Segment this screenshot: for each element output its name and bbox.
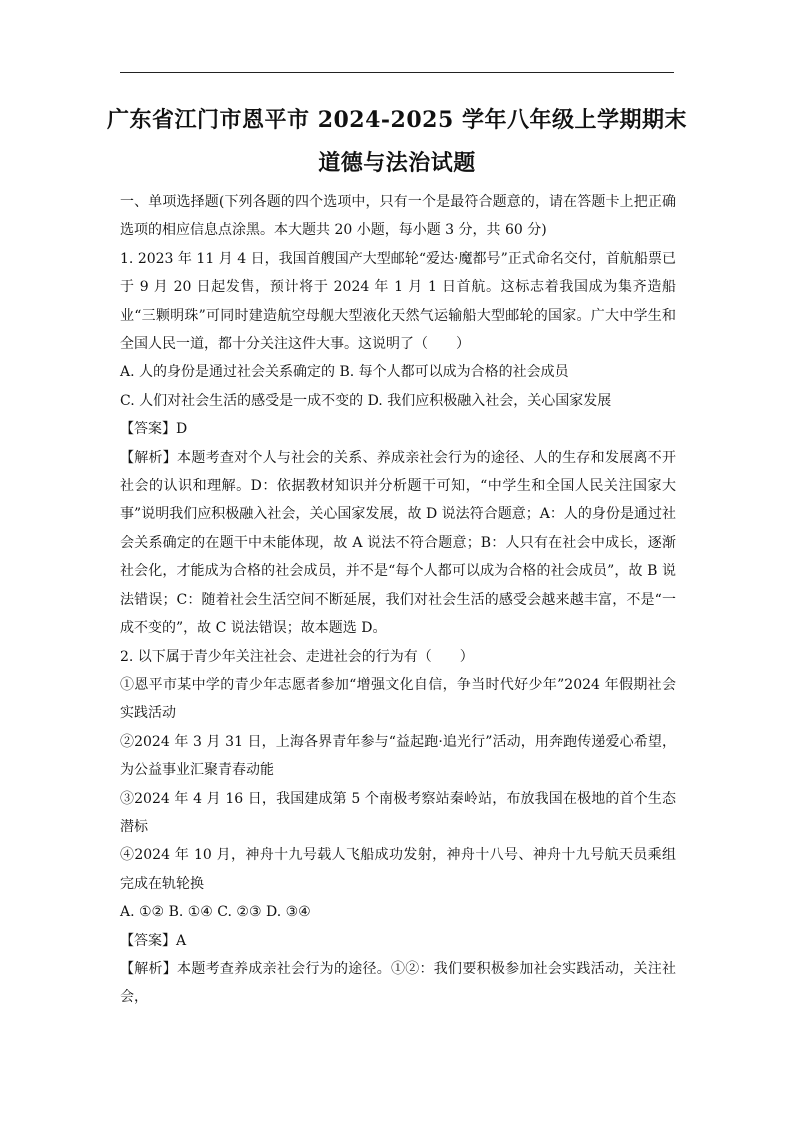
document-title-line1: 广东省江门市恩平市 2024-2025 学年八年级上学期期末 — [107, 107, 687, 133]
question-2-item-1: ①恩平市某中学的青少年志愿者参加“增强文化自信，争当时代好少年”2024 年假期社会实践活动 — [120, 676, 676, 722]
question-1-answer: 【答案】D — [120, 421, 188, 438]
document-title-line2: 道德与法治试题 — [318, 150, 476, 176]
question-2-item-2: ②2024 年 3 月 31 日，上海各界青年参与“益起跑·追光行”活动，用奔跑传递爱心希望，为公益事业汇聚青春动能 — [120, 733, 676, 779]
section-intro: 一、单项选择题(下列各题的四个选项中，只有一个是最符合题意的，请在答题卡上把正确选项的相应信息点涂黑。本大题共 20 小题，每小题 3 分，共 60 分) — [120, 194, 676, 239]
question-1-options-cd: C. 人们对社会生活的感受是一成不变的 D. 我们应积极融入社会，关心国家发展 — [120, 392, 612, 409]
document-body — [120, 188, 676, 1012]
question-2-item-4: ④2024 年 10 月，神舟十九号载人飞船成功发射，神舟十八号、神舟十九号航天员乘组完成在轨轮换 — [120, 847, 676, 892]
question-2-answer: 【答案】A — [120, 932, 187, 949]
question-1-options-ab: A. 人的身份是通过社会关系确定的 B. 每个人都可以成为合格的社会成员 — [120, 364, 569, 381]
header-rule — [120, 72, 674, 73]
question-2-analysis: 【解析】本题考查养成亲社会行为的途径。①②：我们要积极参加社会实践活动，关注社会， — [120, 960, 676, 1006]
question-2-item-3: ③2024 年 4 月 16 日，我国建成第 5 个南极考察站秦岭站，布放我国在极地的首个生态潜标 — [120, 790, 676, 835]
question-2-stem: 2. 以下属于青少年关注社会、走进社会的行为有（ ） — [120, 648, 474, 665]
question-2-options: A. ①② B. ①④ C. ②③ D. ③④ — [120, 904, 311, 921]
question-1-stem: 1. 2023 年 11 月 4 日，我国首艘国产大型邮轮“爱达·魔都号”正式命名交付，首航船票已于 9 月 20 日起发售，预计将于 2024 年 1 月 1 日首航。这标志着我国成为集齐造船业“三颗明珠”可同时建造航空母舰大型液化天然气运输船大型邮轮的国家。广大中学生和全国人民一道，都十分关注这件大事。这说明了（ ） — [120, 250, 676, 353]
question-1-analysis: 【解析】本题考查对个人与社会的关系、养成亲社会行为的途径、人的生存和发展离不开社会的认识和理解。D：依据教材知识并分析题干可知，“中学生和全国人民关注国家大事”说明我们应积极融入社会，关心国家发展，故 D 说法符合题意；A：人的身份是通过社会关系确定的在题干中未能体现，故 A 说法不符合题意；B：人只有在社会中成长，逐渐社会化，才能成为合格的社会成员，并不是“每个人都可以成为合格的社会成员”，故 B 说法错误；C：随着社会生活空间不断延展，我们对社会生活的感受会越来越丰富，不是“一成不变的”，故 C 说法错误；故本题选 D。 — [120, 449, 676, 637]
